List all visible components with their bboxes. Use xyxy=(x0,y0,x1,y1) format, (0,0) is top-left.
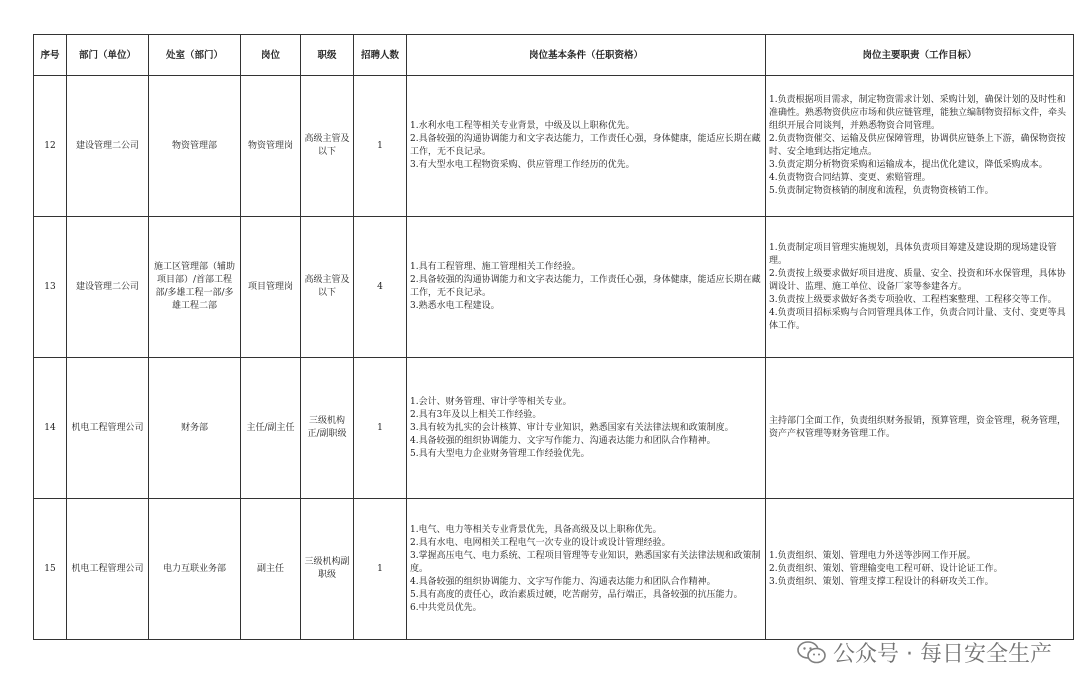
cell-no: 14 xyxy=(34,358,67,499)
recruitment-table xyxy=(33,34,1074,640)
cell-level: 高级主管及以下 xyxy=(301,76,354,217)
cell-level: 三级机构正/副职级 xyxy=(301,358,354,499)
watermark-text: 公众号 · 每日安全生产 xyxy=(833,642,1052,667)
condition-item: 4.具备较强的组织协调能力、文字写作能力、沟通表达能力和团队合作精神。 xyxy=(410,576,716,587)
cell-no: 13 xyxy=(34,217,67,358)
condition-item: 1.具有工程管理、施工管理相关工作经验。 xyxy=(410,262,581,272)
condition-item: 1.会计、财务管理、审计学等相关专业。 xyxy=(410,396,572,407)
cell-position: 物资管理岗 xyxy=(241,76,301,217)
cell-no: 15 xyxy=(34,499,67,640)
table-row xyxy=(34,76,1074,217)
condition-item: 3.具有较为扎实的会计核算、审计专业知识，熟悉国家有关法律法规和政策制度。 xyxy=(410,422,734,433)
condition-item: 3.有大型水电工程物资采购、供应管理工作经历的优先。 xyxy=(410,160,635,170)
cell-level: 三级机构副职级 xyxy=(301,499,354,640)
duty-item: 2.负责物资催交、运输及供应保障管理，协调供应链条上下游，确保物资按时、安全地到达指定地点。 xyxy=(769,134,1066,157)
cell-office: 物资管理部 xyxy=(149,76,241,217)
cell-office: 财务部 xyxy=(149,358,241,499)
watermark xyxy=(797,637,1052,668)
condition-item: 3.掌握高压电气、电力系统、工程项目管理等专业知识，熟悉国家有关法律法规和政策制度。 xyxy=(410,550,761,574)
condition-item: 3.熟悉水电工程建设。 xyxy=(410,301,500,311)
duty-item: 1.负责制定项目管理实施规划，具体负责项目筹建及建设期的现场建设管理。 xyxy=(769,242,1057,266)
duty-item: 1.负责根据项目需求，制定物资需求计划、采购计划，确保计划的及时性和准确性。熟悉物资供应市场和供应链管理，能独立编制物资招标文件，牵头组织开展合同谈判，并熟悉物资合同管理。 xyxy=(769,95,1067,131)
cell-conditions xyxy=(407,358,766,499)
cell-duties xyxy=(766,499,1074,640)
header-level: 职级 xyxy=(301,35,354,76)
duty-item: 2.负责组织、策划、管理输变电工程可研、设计论证工作。 xyxy=(769,563,1003,574)
cell-count: 4 xyxy=(354,217,407,358)
header-no: 序号 xyxy=(34,35,67,76)
cell-duties xyxy=(766,76,1074,217)
duty-item: 主持部门全面工作，负责组织财务报销，预算管理，资金管理，税务管理，资产产权管理等财务管理工作。 xyxy=(769,416,1067,439)
condition-item: 5.具有高度的责任心，政治素质过硬，吃苦耐劳，品行端正，具备较强的抗压能力。 xyxy=(410,589,743,600)
cell-count: 1 xyxy=(354,76,407,217)
cell-duties xyxy=(766,217,1074,358)
condition-item: 6.中共党员优先。 xyxy=(410,602,482,613)
cell-dept: 建设管理二公司 xyxy=(67,217,149,358)
cell-level: 高级主管及以下 xyxy=(301,217,354,358)
cell-office: 电力互联业务部 xyxy=(149,499,241,640)
cell-position: 主任/副主任 xyxy=(241,358,301,499)
cell-office: 施工区管理部（辅助项目部）/首部工程部/多雄工程一部/多雄工程二部 xyxy=(149,217,241,358)
condition-item: 2.具备较强的沟通协调能力和文字表达能力，工作责任心强，身体健康，能适应长期在藏工作，无不良记录。 xyxy=(410,275,761,298)
duty-item: 2.负责按上级要求做好项目进度、质量、安全、投资和环水保管理，具体协调设计、监理、施工单位、设备厂家等参建各方。 xyxy=(769,268,1066,292)
condition-item: 2.具有3年及以上相关工作经验。 xyxy=(410,409,542,420)
condition-item: 4.具备较强的组织协调能力、文字写作能力、沟通表达能力和团队合作精神。 xyxy=(410,435,716,446)
cell-conditions xyxy=(407,499,766,640)
cell-count: 1 xyxy=(354,358,407,499)
cell-dept: 建设管理二公司 xyxy=(67,76,149,217)
condition-item: 1.水利水电工程等相关专业背景，中级及以上职称优先。 xyxy=(410,121,635,131)
cell-conditions xyxy=(407,217,766,358)
cell-dept: 机电工程管理公司 xyxy=(67,499,149,640)
table-row xyxy=(34,358,1074,499)
cell-dept: 机电工程管理公司 xyxy=(67,358,149,499)
condition-item: 5.具有大型电力企业财务管理工作经验优先。 xyxy=(410,448,590,459)
cell-conditions xyxy=(407,76,766,217)
condition-item: 1.电气、电力等相关专业背景优先，具备高级及以上职称优先。 xyxy=(410,524,662,535)
table-row xyxy=(34,499,1074,640)
cell-count: 1 xyxy=(354,499,407,640)
condition-item: 2.具有水电、电网相关工程电气一次专业的设计或设计管理经验。 xyxy=(410,537,671,548)
header-conditions: 岗位基本条件（任职资格） xyxy=(407,35,766,76)
duty-item: 3.负责定期分析物资采购和运输成本，提出优化建议，降低采购成本。 xyxy=(769,160,1048,170)
table-row xyxy=(34,217,1074,358)
header-count: 招聘人数 xyxy=(354,35,407,76)
cell-position: 副主任 xyxy=(241,499,301,640)
duty-item: 3.负责组织、策划、管理支撑工程设计的科研攻关工作。 xyxy=(769,576,994,587)
header-position: 岗位 xyxy=(241,35,301,76)
duty-item: 3.负责按上级要求做好各类专项验收、工程档案整理、工程移交等工作。 xyxy=(769,294,1057,305)
duty-item: 1.负责组织、策划、管理电力外送等涉网工作开展。 xyxy=(769,550,976,561)
header-duties: 岗位主要职责（工作目标） xyxy=(766,35,1074,76)
wechat-icon xyxy=(797,640,827,666)
table-body xyxy=(34,76,1074,640)
cell-duties xyxy=(766,358,1074,499)
table-header-row xyxy=(34,35,1074,76)
duty-item: 5.负责制定物资核销的制度和流程，负责物资核销工作。 xyxy=(769,186,994,196)
header-dept: 部门（单位） xyxy=(67,35,149,76)
header-office: 处室（部门） xyxy=(149,35,241,76)
duty-item: 4.负责物资合同结算、变更、索赔管理。 xyxy=(769,173,931,183)
condition-item: 2.具备较强的沟通协调能力和文字表达能力，工作责任心强，身体健康，能适应长期在藏工作，无不良记录。 xyxy=(410,134,761,157)
cell-position: 项目管理岗 xyxy=(241,217,301,358)
duty-item: 4.负责项目招标采购与合同管理具体工作，负责合同计量、支付、变更等具体工作。 xyxy=(769,307,1066,331)
cell-no: 12 xyxy=(34,76,67,217)
